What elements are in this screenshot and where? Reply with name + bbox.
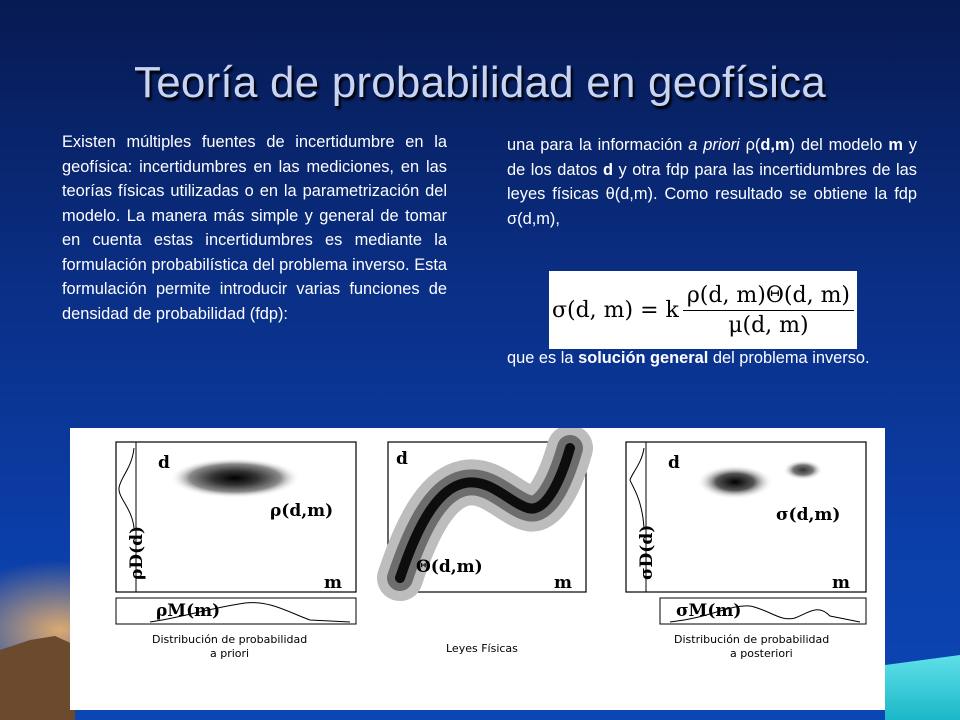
formula-box [549, 271, 857, 349]
panel1-caption-line2: a priori [210, 647, 250, 660]
panel3-density-label: σ(d,m) [776, 505, 841, 525]
right-paragraph [507, 133, 917, 231]
text-run: que es la [507, 349, 579, 367]
panel1-caption-line1: Distribución de probabilidad [152, 633, 308, 646]
panel-physical-laws [388, 442, 586, 655]
text-run: y otra fdp para las incertidumbres de las leyes físicas θ(d,m). Como resultado se obtiene la fdp σ(d,m), [507, 160, 917, 228]
probability-figure [70, 428, 885, 710]
text-run-bold: d [602, 160, 613, 179]
formula-fraction [683, 283, 854, 338]
rho-density-blob [170, 458, 300, 498]
panel3-d-axis-label: d [668, 453, 680, 473]
sigma-density-blob-2 [783, 460, 823, 480]
panel3-bottom-label: σM(m) [676, 601, 742, 621]
panel-a-posteriori [626, 442, 866, 660]
sigma-density-blob-1 [697, 465, 773, 499]
panel2-density-label: Θ(d,m) [416, 557, 483, 577]
sea-right [885, 655, 960, 720]
panel3-marginal-d [630, 448, 644, 528]
text-run: del problema inverso. [708, 349, 870, 367]
panel3-m-axis-label: m [832, 573, 850, 593]
panel-a-priori [116, 442, 356, 660]
panel1-m-axis-label: m [324, 573, 342, 593]
panel1-marginal-d [119, 448, 134, 528]
slide-title: Teoría de probabilidad en geofísica [134, 58, 826, 107]
figure-svg [70, 428, 885, 710]
panel3-side-label: σD(d) [637, 524, 657, 580]
hill-left [0, 636, 75, 720]
panel1-d-axis-label: d [158, 453, 170, 473]
formula-denominator: μ(d, m) [728, 312, 809, 338]
text-run: ρ( [739, 136, 761, 154]
panel1-side-label: ρD(d) [127, 525, 147, 580]
formula-lhs: σ(d, m) = k [551, 297, 679, 323]
text-run-bold: solución general [578, 349, 709, 367]
text-run-italic: a priori [688, 136, 740, 154]
left-paragraph: Existen múltiples fuentes de incertidumbre en la geofísica: incertidumbres en las mediciones, en las teorías físicas utilizadas o en la parametrización del modelo. La manera más simple y general de tomar en cuenta estas incertidumbres es mediante la formulación probabilística del problema inverso. Esta formulación permite introducir varias funciones de densidad de probabilidad (fdp): [62, 133, 447, 323]
panel1-density-label: ρ(d,m) [270, 501, 334, 521]
panel2-caption: Leyes Físicas [446, 642, 518, 655]
text-run: una para la información [507, 136, 689, 154]
panel3-caption-line1: Distribución de probabilidad [674, 633, 830, 646]
text-run-bold: d,m [760, 136, 790, 154]
text-run-bold: m [888, 136, 903, 154]
panel1-bottom-label: ρM(m) [156, 601, 221, 621]
panel2-m-axis-label: m [554, 573, 572, 593]
conclusion-paragraph [507, 346, 917, 371]
panel2-d-axis-label: d [396, 449, 408, 469]
text-run: ) del modelo [789, 136, 889, 154]
text-run: y de los datos [507, 136, 917, 179]
formula-numerator: ρ(d, m)Θ(d, m) [683, 283, 854, 311]
panel3-caption-line2: a posteriori [730, 647, 793, 660]
